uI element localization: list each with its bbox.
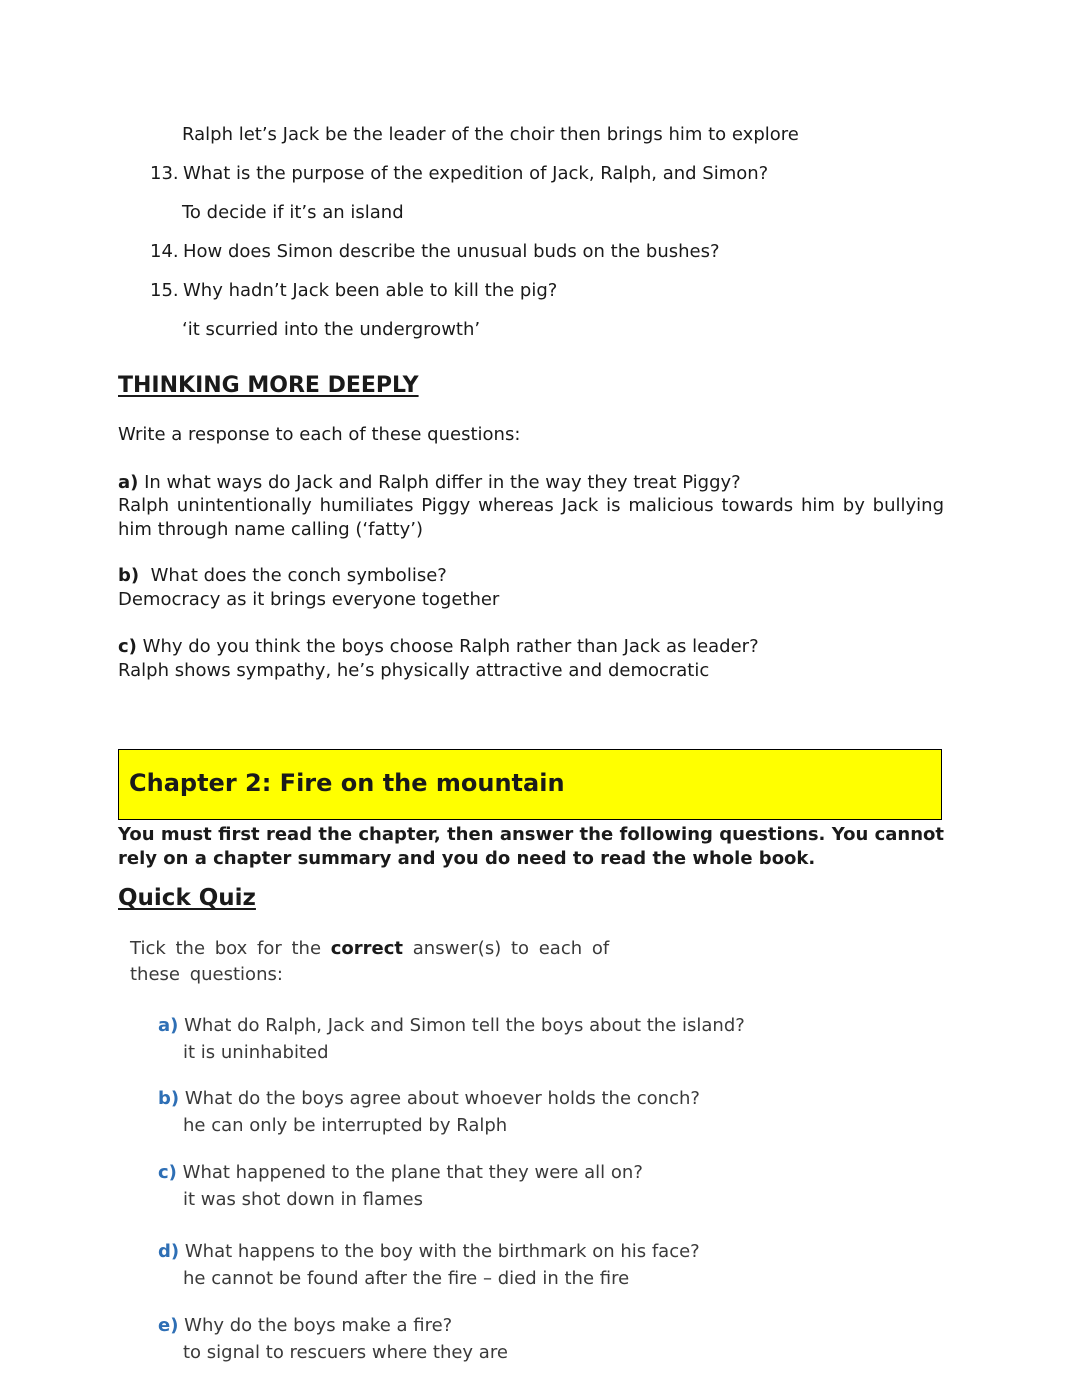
quiz-answer-c: it was shot down in flames: [183, 1189, 423, 1210]
item-question: What happens to the boy with the birthmark on his face?: [184, 1241, 700, 1262]
quiz-question-b: [158, 1087, 700, 1111]
quiz-question-e: [158, 1314, 452, 1338]
quiz-intro: [130, 936, 650, 988]
chapter-title-box: [118, 749, 942, 820]
quiz-answer-e: to signal to rescuers where they are: [183, 1342, 508, 1363]
question-text: How does Simon describe the unusual buds on the bushes?: [183, 241, 720, 262]
quiz-heading: Quick Quiz: [118, 885, 256, 911]
thinking-question-c: [118, 635, 759, 659]
item-question: What does the conch symbolise?: [150, 565, 447, 586]
item-label: c): [118, 636, 137, 657]
item-label: e): [158, 1315, 179, 1336]
question-number: 15.: [150, 280, 179, 301]
quiz-intro-start: Tick the box for the: [130, 938, 322, 959]
item-question: What do Ralph, Jack and Simon tell the boys about the island?: [184, 1015, 745, 1036]
item-label: a): [118, 472, 139, 493]
quiz-answer-b: he can only be interrupted by Ralph: [183, 1115, 508, 1136]
quiz-intro-correct: correct: [330, 938, 404, 959]
quiz-question-a: [158, 1014, 745, 1038]
item-label: b): [118, 565, 140, 586]
thinking-answer-c: Ralph shows sympathy, he’s physically attractive and democratic: [118, 660, 710, 681]
thinking-question-b: [118, 564, 447, 588]
quiz-answer-d: he cannot be found after the fire – died in the fire: [183, 1268, 630, 1289]
thinking-question-a: [118, 471, 741, 495]
answer-13: To decide if it’s an island: [182, 202, 404, 223]
item-label: d): [158, 1241, 180, 1262]
quiz-intro-end: answer(s) to each of these questions:: [130, 938, 610, 985]
question-number: 14.: [150, 241, 179, 262]
answer-15: ‘it scurried into the undergrowth’: [182, 319, 481, 340]
item-question: What do the boys agree about whoever holds the conch?: [184, 1088, 700, 1109]
item-question: In what ways do Jack and Ralph differ in the way they treat Piggy?: [144, 472, 741, 493]
thinking-intro: Write a response to each of these questions:: [118, 424, 521, 445]
item-label: a): [158, 1015, 179, 1036]
thinking-answer-a: Ralph unintentionally humiliates Piggy whereas Jack is malicious towards him by bullying him through name calling (‘fatty’): [118, 495, 944, 540]
item-question: What happened to the plane that they were all on?: [182, 1162, 643, 1183]
quiz-question-c: [158, 1161, 643, 1185]
item-label: b): [158, 1088, 180, 1109]
item-question: Why do the boys make a fire?: [184, 1315, 453, 1336]
thinking-answer-b: Democracy as it brings everyone together: [118, 589, 500, 610]
thinking-heading: THINKING MORE DEEPLY: [118, 373, 419, 398]
question-text: What is the purpose of the expedition of Jack, Ralph, and Simon?: [183, 163, 769, 184]
quiz-answer-a: it is uninhabited: [183, 1042, 329, 1063]
question-text: Why hadn’t Jack been able to kill the pig?: [183, 280, 558, 301]
question-13: [150, 162, 768, 186]
chapter-title: Chapter 2: Fire on the mountain: [129, 769, 565, 797]
chapter-instructions: You must first read the chapter, then answer the following questions. You cannot rely on a chapter summary and you do need to read the whole book.: [118, 824, 944, 869]
answer-12: Ralph let’s Jack be the leader of the choir then brings him to explore: [182, 124, 799, 145]
question-14: [150, 240, 720, 264]
question-15: [150, 279, 557, 303]
item-label: c): [158, 1162, 177, 1183]
item-question: Why do you think the boys choose Ralph rather than Jack as leader?: [142, 636, 759, 657]
quiz-question-d: [158, 1240, 700, 1264]
question-number: 13.: [150, 163, 179, 184]
